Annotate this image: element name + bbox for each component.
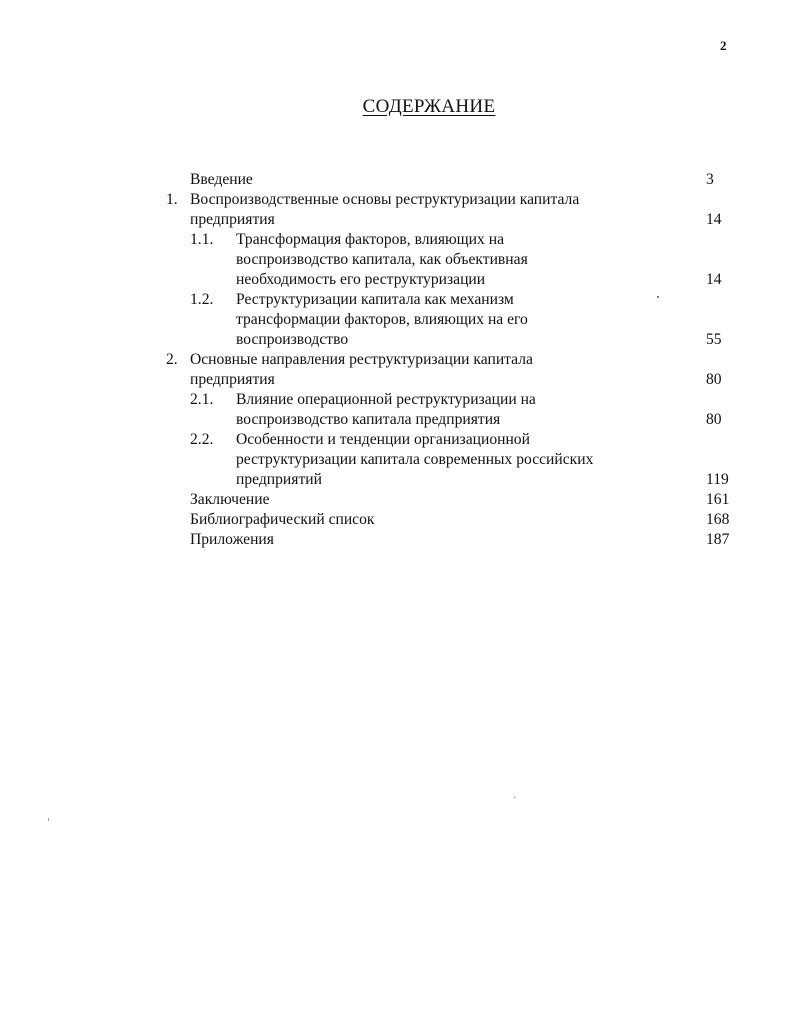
toc-entry-title: Трансформация факторов, влияющих на	[236, 231, 504, 248]
toc-entry-page: 80	[706, 371, 722, 388]
toc-entry-title: воспроизводство капитала, как объективная	[236, 251, 528, 268]
toc-entry-title: Особенности и тенденции организационной	[236, 431, 530, 448]
toc-entry-page: 14	[706, 271, 722, 288]
scan-speck	[48, 818, 49, 821]
toc-entry-page: 14	[706, 211, 722, 228]
toc-entry-number: 1.	[166, 191, 178, 208]
page-title: СОДЕРЖАНИЕ	[362, 96, 496, 117]
toc-entry-number: 1.1.	[190, 231, 214, 248]
toc-entry-number: 2.	[166, 351, 178, 368]
toc-entry-page: 55	[706, 331, 722, 348]
toc-entry-title: трансформации факторов, влияющих на его	[236, 311, 528, 328]
scan-speck	[514, 797, 515, 798]
toc-entry-page: 3	[706, 171, 714, 188]
scan-speck	[657, 296, 659, 298]
toc-entry-page: 161	[706, 491, 730, 508]
toc-entry-page: 80	[706, 411, 722, 428]
toc-entry-title: Приложения	[190, 531, 274, 548]
toc-entry-title: Заключение	[190, 491, 270, 508]
toc-entry-number: 2.1.	[190, 391, 214, 408]
toc-entry-title: предприятия	[190, 371, 275, 388]
toc-entry-title: воспроизводство капитала предприятия	[236, 411, 501, 428]
page-number: 2	[720, 38, 727, 53]
toc-entry-title: необходимость его реструктуризации	[236, 271, 486, 288]
toc-entry-title: Основные направления реструктуризации капитала	[190, 351, 533, 368]
toc-entry-title: предприятий	[236, 471, 322, 488]
toc-entry-page: 187	[706, 531, 730, 548]
toc-entry-title: Реструктуризации капитала как механизм	[236, 291, 514, 308]
toc-entry-title: реструктуризации капитала современных российских	[236, 451, 594, 468]
toc-entry-number: 1.2.	[190, 291, 214, 308]
toc-entry-title: Введение	[190, 171, 253, 188]
toc-entry-page: 119	[706, 471, 729, 488]
toc-entry-title: воспроизводство	[236, 331, 349, 348]
toc-entry-number: 2.2.	[190, 431, 214, 448]
toc-entry-title: Воспроизводственные основы реструктуризации капитала	[190, 191, 580, 208]
toc-entry-title: предприятия	[190, 211, 275, 228]
toc-entry-page: 168	[706, 511, 730, 528]
toc-entry-title: Библиографический список	[190, 511, 375, 528]
toc-entry-title: Влияние операционной реструктуризации на	[236, 391, 536, 408]
